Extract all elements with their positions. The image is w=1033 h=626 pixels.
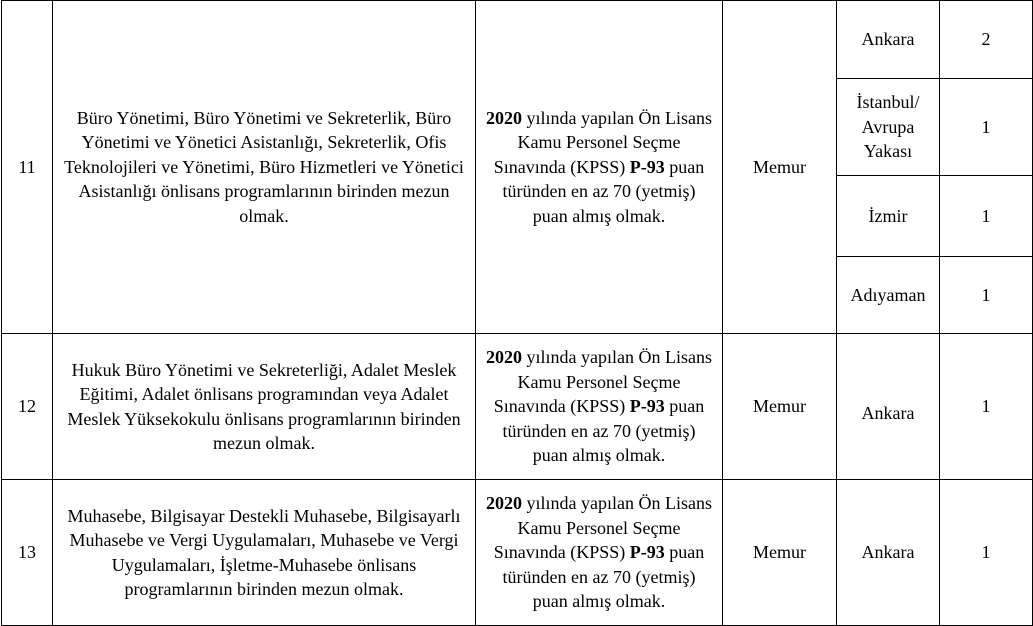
position-count: 1: [940, 257, 1033, 334]
table-row: [2, 1, 1033, 79]
exam-text: yılında yapılan Ön Lisans Kamu Personel Seçme Sınavında (KPSS): [493, 347, 712, 417]
row-number: 12: [2, 334, 53, 480]
requirement-cell: Hukuk Büro Yönetimi ve Sekreterliği, Adalet Meslek Eğitimi, Adalet önlisans programından veya Adalet Meslek Yüksekokulu önlisans programlarının birinden mezun olmak.: [53, 334, 476, 480]
location-city: Ankara: [837, 1, 940, 79]
exam-text: puan türünden en az 70 (yetmiş) puan almış olmak.: [502, 156, 705, 226]
row-number: 11: [2, 1, 53, 334]
exam-text: puan türünden en az 70 (yetmiş) puan almış olmak.: [502, 396, 705, 466]
table-row: [2, 480, 1033, 626]
position-count: 1: [940, 79, 1033, 176]
table-row: [2, 334, 1033, 480]
exam-year: 2020: [486, 493, 523, 514]
exam-requirement-cell: [476, 1, 723, 334]
exam-requirement-cell: [476, 480, 723, 626]
requirement-cell: Büro Yönetimi, Büro Yönetimi ve Sekreterlik, Büro Yönetimi ve Yönetici Asistanlığı, Sekreterlik, Ofis Teknolojileri ve Yönetimi, Büro Hizmetleri ve Yönetici Asistanlığı önlisans programlarının birinden mezun olmak.: [53, 1, 476, 334]
exam-text: puan türünden en az 70 (yetmiş) puan almış olmak.: [502, 542, 705, 612]
score-type: P-93: [629, 156, 665, 177]
location-city: İzmir: [837, 176, 940, 257]
position-count: 1: [940, 176, 1033, 257]
row-number: 13: [2, 480, 53, 626]
position-count: 1: [940, 480, 1033, 626]
exam-text: yılında yapılan Ön Lisans Kamu Personel Seçme Sınavında (KPSS): [493, 107, 712, 177]
location-city: Ankara: [837, 480, 940, 626]
position-title: Memur: [723, 1, 837, 334]
location-city: İstanbul/ Avrupa Yakası: [837, 79, 940, 176]
exam-year: 2020: [486, 107, 523, 128]
exam-year: 2020: [486, 347, 523, 368]
requirement-cell: Muhasebe, Bilgisayar Destekli Muhasebe, Bilgisayarlı Muhasebe ve Vergi Uygulamaları, Muhasebe ve Vergi Uygulamaları, İşletme-Muhasebe önlisans programlarının birinden mezun olmak.: [53, 480, 476, 626]
position-count: 1: [940, 334, 1033, 480]
exam-requirement-cell: [476, 334, 723, 480]
position-title: Memur: [723, 334, 837, 480]
score-type: P-93: [629, 542, 665, 563]
location-city: Ankara: [837, 334, 940, 480]
position-count: 2: [940, 1, 1033, 79]
requirements-table: [1, 0, 1033, 626]
position-title: Memur: [723, 480, 837, 626]
location-city: Adıyaman: [837, 257, 940, 334]
exam-text: yılında yapılan Ön Lisans Kamu Personel Seçme Sınavında (KPSS): [493, 493, 712, 563]
score-type: P-93: [629, 396, 665, 417]
